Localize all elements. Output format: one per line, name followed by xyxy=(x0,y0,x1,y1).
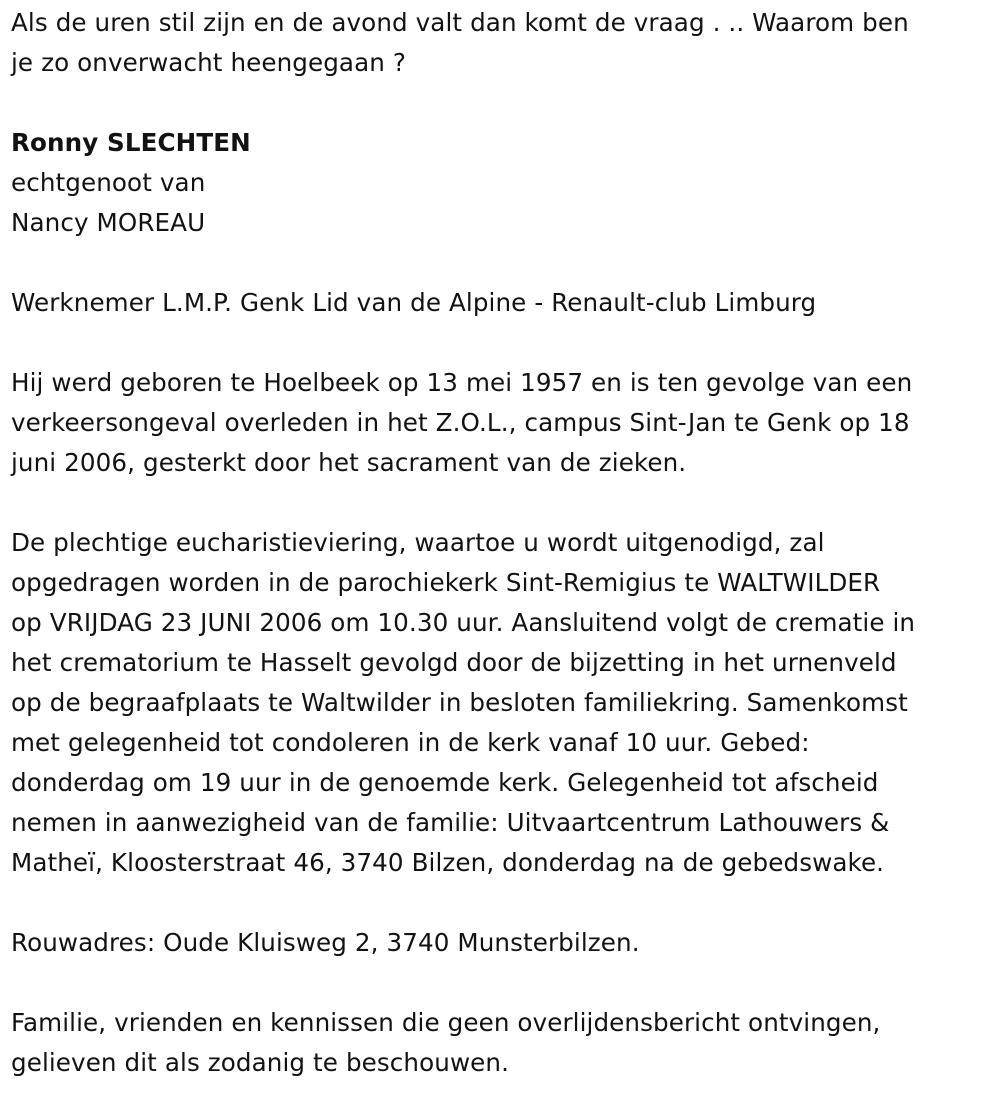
paragraph-line: Hij werd geboren te Hoelbeek op 13 mei 1957 en is ten gevolge van een xyxy=(11,368,913,397)
paragraph-line: nemen in aanwezigheid van de familie: Uitvaartcentrum Lathouwers & xyxy=(11,808,890,837)
quote-line: je zo onverwacht heengegaan ? xyxy=(11,48,407,77)
relation-label: echtgenoot van xyxy=(11,168,206,197)
spacer xyxy=(11,963,990,1003)
spouse-name: Nancy MOREAU xyxy=(11,208,206,237)
closing-note xyxy=(11,1003,990,1083)
ceremony-paragraph xyxy=(11,523,990,883)
paragraph-line: gelieven dit als zodanig te beschouwen. xyxy=(11,1048,509,1077)
paragraph-line: Familie, vrienden en kennissen die geen overlijdensbericht ontvingen, xyxy=(11,1008,881,1037)
spacer xyxy=(11,243,990,283)
deceased-name: Ronny SLECHTEN xyxy=(11,128,251,157)
paragraph-line: juni 2006, gesterkt door het sacrament van de zieken. xyxy=(11,448,687,477)
deceased-block xyxy=(11,123,990,243)
paragraph-line: opgedragen worden in de parochiekerk Sint-Remigius te WALTWILDER xyxy=(11,568,881,597)
occupation-text: Werknemer L.M.P. Genk Lid van de Alpine - Renault-club Limburg xyxy=(11,288,817,317)
quote-line: Als de uren stil zijn en de avond valt dan komt de vraag . .. Waarom ben xyxy=(11,8,909,37)
mourning-address: Rouwadres: Oude Kluisweg 2, 3740 Munsterbilzen. xyxy=(11,928,640,957)
opening-quote xyxy=(11,3,990,83)
paragraph-line: Matheï, Kloosterstraat 46, 3740 Bilzen, donderdag na de gebedswake. xyxy=(11,848,885,877)
paragraph-line: donderdag om 19 uur in de genoemde kerk. Gelegenheid tot afscheid xyxy=(11,768,879,797)
spacer xyxy=(11,883,990,923)
paragraph-line: verkeersongeval overleden in het Z.O.L., campus Sint-Jan te Genk op 18 xyxy=(11,408,910,437)
spacer xyxy=(11,483,990,523)
paragraph-line: het crematorium te Hasselt gevolgd door de bijzetting in het urnenveld xyxy=(11,648,897,677)
spacer xyxy=(11,83,990,123)
paragraph-line: met gelegenheid tot condoleren in de kerk vanaf 10 uur. Gebed: xyxy=(11,728,810,757)
paragraph-line: De plechtige eucharistieviering, waartoe u wordt uitgenodigd, zal xyxy=(11,528,825,557)
occupation-block xyxy=(11,283,990,323)
spacer xyxy=(11,323,990,363)
paragraph-line: op de begraafplaats te Waltwilder in besloten familiekring. Samenkomst xyxy=(11,688,908,717)
paragraph-line: op VRIJDAG 23 JUNI 2006 om 10.30 uur. Aansluitend volgt de crematie in xyxy=(11,608,916,637)
birth-death-paragraph xyxy=(11,363,990,483)
mourning-address-block xyxy=(11,923,990,963)
